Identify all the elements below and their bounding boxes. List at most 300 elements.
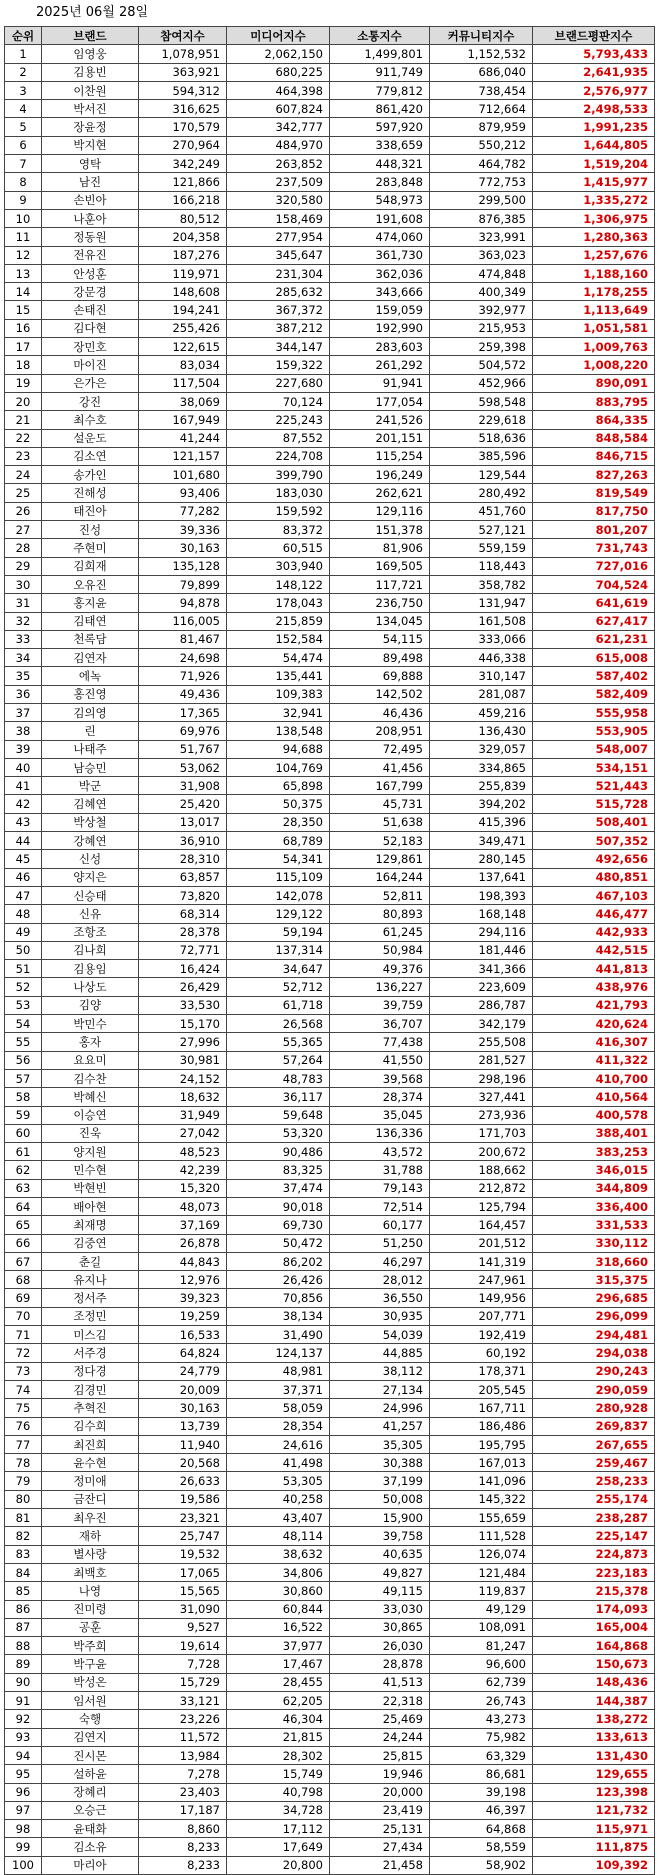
cell-community: 385,596 [430,447,533,465]
cell-communication: 81,906 [330,539,430,557]
cell-media: 367,372 [227,301,330,319]
cell-communication: 51,638 [330,813,430,831]
cell-participation: 36,910 [139,832,227,850]
cell-participation: 38,069 [139,392,227,410]
cell-reputation-score: 336,400 [533,1198,655,1216]
cell-media: 59,194 [227,923,330,941]
cell-brand: 강혜연 [42,832,139,850]
cell-rank: 63 [5,1179,42,1197]
cell-community: 195,795 [430,1435,533,1453]
cell-reputation-score: 215,378 [533,1582,655,1600]
cell-community: 60,192 [430,1344,533,1362]
cell-communication: 134,045 [330,612,430,630]
cell-community: 459,216 [430,703,533,721]
cell-rank: 64 [5,1198,42,1216]
cell-rank: 51 [5,960,42,978]
cell-community: 126,074 [430,1545,533,1563]
cell-brand: 양지은 [42,868,139,886]
cell-brand: 이찬원 [42,81,139,99]
cell-rank: 99 [5,1838,42,1856]
cell-reputation-score: 883,795 [533,392,655,410]
table-row [5,1820,655,1838]
cell-communication: 54,115 [330,630,430,648]
cell-brand: 김연자 [42,649,139,667]
cell-communication: 50,984 [330,941,430,959]
cell-media: 129,122 [227,905,330,923]
cell-reputation-score: 410,564 [533,1088,655,1106]
cell-community: 136,430 [430,722,533,740]
cell-rank: 68 [5,1271,42,1289]
cell-brand: 진성 [42,521,139,539]
cell-rank: 27 [5,521,42,539]
table-row [5,155,655,173]
cell-brand: 강진 [42,392,139,410]
cell-communication: 41,456 [330,758,430,776]
cell-rank: 79 [5,1472,42,1490]
header-communication-index: 소통지수 [330,27,430,45]
cell-rank: 2 [5,63,42,81]
cell-media: 24,616 [227,1435,330,1453]
cell-community: 1,152,532 [430,45,533,63]
cell-community: 333,066 [430,630,533,648]
cell-media: 30,860 [227,1582,330,1600]
cell-reputation-score: 1,415,977 [533,173,655,191]
cell-media: 58,059 [227,1399,330,1417]
cell-participation: 15,320 [139,1179,227,1197]
cell-participation: 119,971 [139,264,227,282]
cell-rank: 6 [5,136,42,154]
cell-rank: 10 [5,209,42,227]
cell-brand: 김용빈 [42,63,139,81]
table-row [5,758,655,776]
cell-communication: 30,388 [330,1454,430,1472]
table-row [5,1710,655,1728]
cell-communication: 129,116 [330,502,430,520]
cell-brand: 김수찬 [42,1069,139,1087]
table-row [5,1143,655,1161]
cell-media: 28,302 [227,1746,330,1764]
cell-community: 205,545 [430,1380,533,1398]
cell-participation: 594,312 [139,81,227,99]
table-row [5,356,655,374]
cell-rank: 8 [5,173,42,191]
cell-reputation-score: 582,409 [533,685,655,703]
cell-participation: 117,504 [139,374,227,392]
cell-participation: 8,860 [139,1820,227,1838]
cell-reputation-score: 131,430 [533,1746,655,1764]
cell-brand: 박서진 [42,100,139,118]
table-row [5,447,655,465]
cell-media: 54,474 [227,649,330,667]
cell-rank: 19 [5,374,42,392]
cell-rank: 11 [5,228,42,246]
cell-participation: 94,878 [139,594,227,612]
cell-participation: 68,314 [139,905,227,923]
cell-media: 17,649 [227,1838,330,1856]
cell-community: 111,528 [430,1527,533,1545]
table-row [5,392,655,410]
cell-brand: 김다현 [42,319,139,337]
cell-reputation-score: 534,151 [533,758,655,776]
cell-brand: 남승민 [42,758,139,776]
cell-brand: 마이진 [42,356,139,374]
cell-rank: 55 [5,1033,42,1051]
cell-communication: 343,666 [330,283,430,301]
cell-rank: 50 [5,941,42,959]
cell-media: 37,977 [227,1637,330,1655]
cell-participation: 28,378 [139,923,227,941]
cell-participation: 23,321 [139,1509,227,1527]
cell-community: 26,743 [430,1692,533,1710]
cell-communication: 79,143 [330,1179,430,1197]
cell-participation: 11,940 [139,1435,227,1453]
cell-community: 108,091 [430,1618,533,1636]
cell-reputation-score: 817,750 [533,502,655,520]
cell-participation: 71,926 [139,667,227,685]
cell-media: 263,852 [227,155,330,173]
table-row [5,1161,655,1179]
cell-brand: 임서원 [42,1692,139,1710]
cell-communication: 861,420 [330,100,430,118]
cell-communication: 41,257 [330,1417,430,1435]
cell-participation: 25,420 [139,795,227,813]
cell-community: 598,548 [430,392,533,410]
cell-community: 686,040 [430,63,533,81]
cell-media: 69,730 [227,1216,330,1234]
cell-rank: 47 [5,886,42,904]
cell-media: 285,632 [227,283,330,301]
cell-reputation-score: 421,793 [533,996,655,1014]
cell-brand: 최우진 [42,1509,139,1527]
table-row [5,1033,655,1051]
cell-community: 141,096 [430,1472,533,1490]
cell-communication: 39,568 [330,1069,430,1087]
cell-rank: 86 [5,1600,42,1618]
cell-media: 342,777 [227,118,330,136]
cell-community: 329,057 [430,740,533,758]
cell-brand: 임영웅 [42,45,139,63]
table-row [5,594,655,612]
cell-reputation-score: 174,093 [533,1600,655,1618]
cell-community: 310,147 [430,667,533,685]
cell-brand: 영탁 [42,155,139,173]
cell-communication: 262,621 [330,484,430,502]
cell-communication: 54,039 [330,1326,430,1344]
cell-media: 34,647 [227,960,330,978]
cell-brand: 정미애 [42,1472,139,1490]
cell-brand: 린 [42,722,139,740]
cell-community: 119,837 [430,1582,533,1600]
cell-participation: 19,614 [139,1637,227,1655]
cell-media: 152,584 [227,630,330,648]
cell-participation: 17,065 [139,1563,227,1581]
cell-media: 26,568 [227,1015,330,1033]
table-row [5,1783,655,1801]
cell-rank: 72 [5,1344,42,1362]
cell-community: 286,787 [430,996,533,1014]
cell-reputation-score: 1,113,649 [533,301,655,319]
cell-community: 155,659 [430,1509,533,1527]
table-row [5,466,655,484]
cell-brand: 오유진 [42,575,139,593]
cell-reputation-score: 615,008 [533,649,655,667]
header-media-index: 미디어지수 [227,27,330,45]
cell-media: 178,043 [227,594,330,612]
table-row [5,1435,655,1453]
cell-community: 334,865 [430,758,533,776]
cell-reputation-score: 704,524 [533,575,655,593]
cell-participation: 37,169 [139,1216,227,1234]
cell-reputation-score: 641,619 [533,594,655,612]
cell-brand: 장윤정 [42,118,139,136]
cell-community: 323,991 [430,228,533,246]
cell-media: 158,469 [227,209,330,227]
cell-rank: 23 [5,447,42,465]
cell-reputation-score: 492,656 [533,850,655,868]
cell-media: 38,134 [227,1307,330,1325]
cell-communication: 23,419 [330,1801,430,1819]
cell-community: 255,839 [430,777,533,795]
cell-reputation-score: 315,375 [533,1271,655,1289]
cell-media: 34,728 [227,1801,330,1819]
cell-media: 17,112 [227,1820,330,1838]
brand-reputation-table [4,26,655,1875]
cell-communication: 35,045 [330,1106,430,1124]
cell-rank: 94 [5,1746,42,1764]
table-row [5,1728,655,1746]
cell-media: 607,824 [227,100,330,118]
table-row [5,1673,655,1691]
cell-participation: 17,187 [139,1801,227,1819]
cell-community: 75,982 [430,1728,533,1746]
cell-rank: 39 [5,740,42,758]
cell-rank: 48 [5,905,42,923]
cell-media: 60,844 [227,1600,330,1618]
cell-rank: 96 [5,1783,42,1801]
cell-reputation-score: 521,443 [533,777,655,795]
cell-media: 46,304 [227,1710,330,1728]
cell-brand: 천록담 [42,630,139,648]
table-row [5,1289,655,1307]
cell-reputation-score: 1,306,975 [533,209,655,227]
cell-reputation-score: 555,958 [533,703,655,721]
cell-brand: 김태연 [42,612,139,630]
cell-brand: 공훈 [42,1618,139,1636]
cell-reputation-score: 280,928 [533,1399,655,1417]
table-row [5,319,655,337]
cell-communication: 196,249 [330,466,430,484]
cell-participation: 15,565 [139,1582,227,1600]
cell-communication: 22,318 [330,1692,430,1710]
cell-community: 358,782 [430,575,533,593]
table-row [5,1088,655,1106]
cell-reputation-score: 848,584 [533,429,655,447]
cell-communication: 25,131 [330,1820,430,1838]
cell-community: 49,129 [430,1600,533,1618]
cell-rank: 90 [5,1673,42,1691]
cell-rank: 12 [5,246,42,264]
table-row [5,118,655,136]
cell-reputation-score: 2,498,533 [533,100,655,118]
cell-communication: 30,865 [330,1618,430,1636]
cell-participation: 1,078,951 [139,45,227,63]
cell-brand: 재하 [42,1527,139,1545]
cell-rank: 37 [5,703,42,721]
cell-participation: 19,259 [139,1307,227,1325]
cell-rank: 22 [5,429,42,447]
cell-reputation-score: 507,352 [533,832,655,850]
cell-participation: 42,239 [139,1161,227,1179]
cell-brand: 송가인 [42,466,139,484]
table-row [5,1326,655,1344]
table-row [5,136,655,154]
cell-media: 159,322 [227,356,330,374]
cell-community: 280,492 [430,484,533,502]
cell-community: 86,681 [430,1765,533,1783]
cell-participation: 101,680 [139,466,227,484]
cell-media: 124,137 [227,1344,330,1362]
cell-community: 212,872 [430,1179,533,1197]
cell-rank: 17 [5,338,42,356]
cell-rank: 33 [5,630,42,648]
table-row [5,923,655,941]
cell-media: 70,124 [227,392,330,410]
cell-rank: 52 [5,978,42,996]
cell-community: 64,868 [430,1820,533,1838]
cell-rank: 31 [5,594,42,612]
cell-brand: 박민수 [42,1015,139,1033]
cell-community: 518,636 [430,429,533,447]
cell-rank: 30 [5,575,42,593]
cell-reputation-score: 255,174 [533,1490,655,1508]
cell-brand: 춘길 [42,1252,139,1270]
cell-media: 40,258 [227,1490,330,1508]
cell-communication: 60,177 [330,1216,430,1234]
cell-community: 186,486 [430,1417,533,1435]
cell-participation: 39,336 [139,521,227,539]
cell-participation: 69,976 [139,722,227,740]
cell-communication: 167,799 [330,777,430,795]
table-row [5,521,655,539]
header-participation-index: 참여지수 [139,27,227,45]
cell-media: 17,467 [227,1655,330,1673]
cell-participation: 73,820 [139,886,227,904]
cell-rank: 65 [5,1216,42,1234]
cell-communication: 201,151 [330,429,430,447]
cell-reputation-score: 890,091 [533,374,655,392]
cell-media: 90,018 [227,1198,330,1216]
table-row [5,1216,655,1234]
cell-communication: 72,514 [330,1198,430,1216]
cell-participation: 18,632 [139,1088,227,1106]
cell-communication: 41,513 [330,1673,430,1691]
cell-communication: 33,030 [330,1600,430,1618]
cell-communication: 77,438 [330,1033,430,1051]
cell-participation: 79,899 [139,575,227,593]
cell-brand: 김용임 [42,960,139,978]
cell-participation: 30,981 [139,1051,227,1069]
cell-media: 21,815 [227,1728,330,1746]
table-row [5,1399,655,1417]
cell-reputation-score: 388,401 [533,1124,655,1142]
cell-media: 36,117 [227,1088,330,1106]
cell-communication: 448,321 [330,155,430,173]
cell-reputation-score: 346,015 [533,1161,655,1179]
cell-communication: 474,060 [330,228,430,246]
cell-brand: 진욱 [42,1124,139,1142]
cell-communication: 24,244 [330,1728,430,1746]
table-row [5,81,655,99]
cell-participation: 24,152 [139,1069,227,1087]
cell-rank: 89 [5,1655,42,1673]
cell-rank: 70 [5,1307,42,1325]
cell-brand: 장혜리 [42,1783,139,1801]
cell-media: 28,354 [227,1417,330,1435]
cell-media: 231,304 [227,264,330,282]
cell-reputation-score: 819,549 [533,484,655,502]
table-row [5,1490,655,1508]
cell-community: 415,396 [430,813,533,831]
table-row [5,1362,655,1380]
table-row [5,246,655,264]
cell-community: 229,618 [430,411,533,429]
cell-community: 46,397 [430,1801,533,1819]
cell-community: 280,145 [430,850,533,868]
cell-community: 247,961 [430,1271,533,1289]
cell-reputation-score: 296,099 [533,1307,655,1325]
cell-media: 37,474 [227,1179,330,1197]
table-row [5,1582,655,1600]
cell-community: 121,484 [430,1563,533,1581]
cell-community: 527,121 [430,521,533,539]
cell-community: 559,159 [430,539,533,557]
cell-communication: 40,635 [330,1545,430,1563]
cell-brand: 마리아 [42,1856,139,1874]
cell-rank: 88 [5,1637,42,1655]
cell-communication: 43,572 [330,1143,430,1161]
cell-reputation-score: 1,008,220 [533,356,655,374]
cell-reputation-score: 438,976 [533,978,655,996]
cell-communication: 72,495 [330,740,430,758]
cell-brand: 김소연 [42,447,139,465]
table-row [5,722,655,740]
cell-communication: 117,721 [330,575,430,593]
cell-communication: 28,878 [330,1655,430,1673]
cell-community: 255,508 [430,1033,533,1051]
cell-rank: 26 [5,502,42,520]
cell-media: 215,859 [227,612,330,630]
cell-brand: 신승태 [42,886,139,904]
cell-communication: 45,731 [330,795,430,813]
cell-participation: 316,625 [139,100,227,118]
table-row [5,1234,655,1252]
cell-community: 712,664 [430,100,533,118]
cell-participation: 17,365 [139,703,227,721]
cell-participation: 13,017 [139,813,227,831]
cell-brand: 김의영 [42,703,139,721]
cell-brand: 숙행 [42,1710,139,1728]
cell-participation: 15,170 [139,1015,227,1033]
cell-reputation-score: 259,467 [533,1454,655,1472]
cell-communication: 28,012 [330,1271,430,1289]
cell-reputation-score: 296,685 [533,1289,655,1307]
cell-communication: 49,827 [330,1563,430,1581]
cell-rank: 98 [5,1820,42,1838]
cell-rank: 75 [5,1399,42,1417]
cell-participation: 31,090 [139,1600,227,1618]
cell-brand: 손빈아 [42,191,139,209]
cell-rank: 28 [5,539,42,557]
